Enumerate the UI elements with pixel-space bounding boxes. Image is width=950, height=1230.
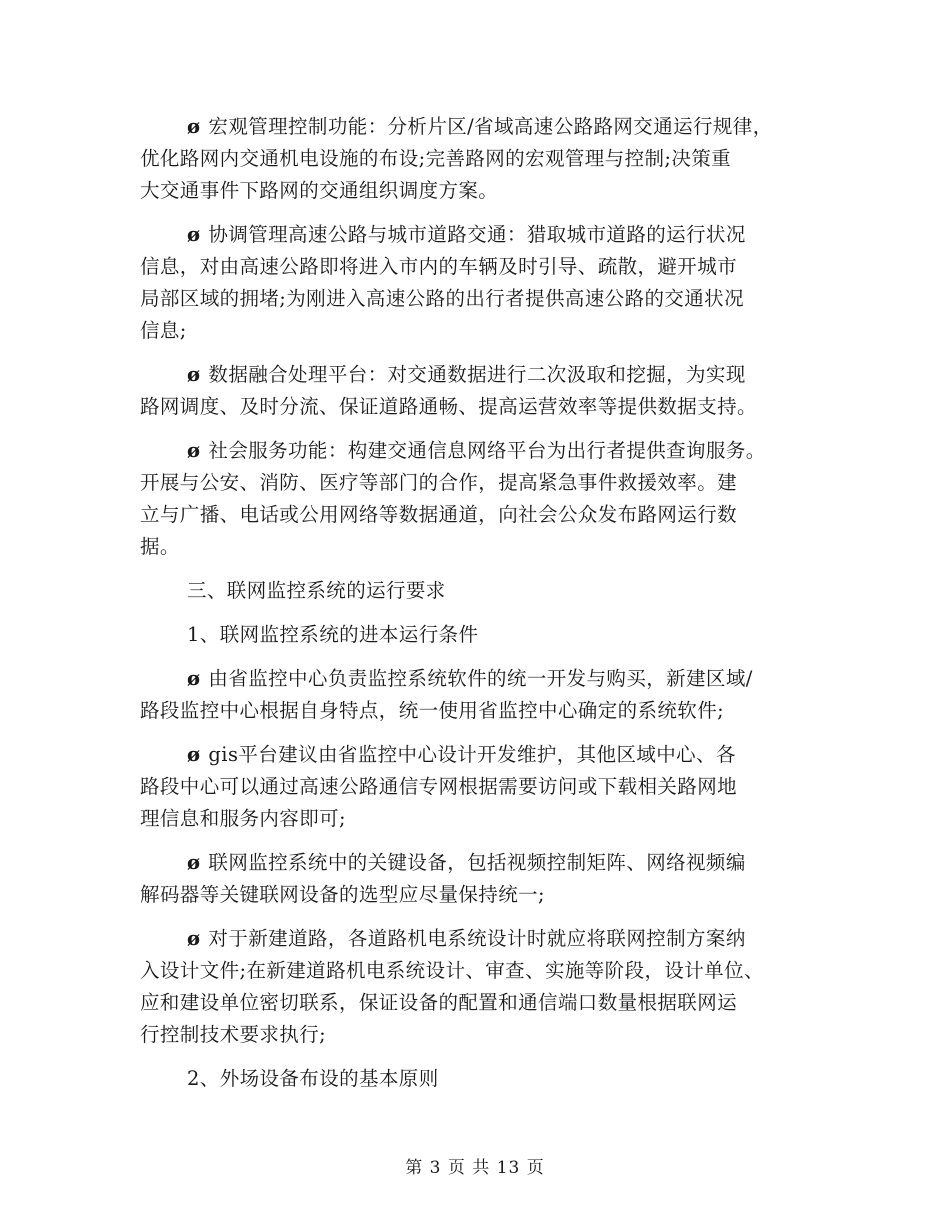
line-text: 联网监控系统中的关键设备，包括视频控制矩阵、网络视频编 [208, 851, 746, 874]
text-line [140, 695, 820, 727]
line-text: 2、外场设备布设的基本原则 [187, 1067, 439, 1090]
bullet-paragraph [140, 435, 820, 563]
text-line [140, 531, 820, 563]
line-text: 大交通事件下路网的交通组织调度方案。 [140, 179, 499, 202]
line-text: 路段中心可以通过高速公路通信专网根据需要访问或下载相关路网地 [140, 775, 738, 798]
text-line [140, 467, 820, 499]
bullet-paragraph [140, 219, 820, 347]
paragraph-spacing [140, 651, 820, 663]
line-text: 入设计文件;在新建道路机电系统设计、审查、实施等阶段，设计单位、 [140, 959, 764, 982]
bullet-paragraph [140, 663, 820, 727]
paragraph-spacing [140, 727, 820, 739]
line-text: 信息，对由高速公路即将进入市内的车辆及时引导、疏散，避开城市 [140, 255, 738, 278]
line-text: 立与广播、电话或公用网络等数据通道，向社会公众发布路网运行数 [140, 503, 738, 526]
line-text: 1、联网监控系统的进本运行条件 [187, 623, 479, 646]
text-line [140, 175, 820, 207]
line-text: 理信息和服务内容即可; [140, 807, 346, 830]
line-text: 据。 [140, 535, 180, 558]
text-line [140, 251, 820, 283]
line-text: 对于新建道路，各道路机电系统设计时就应将联网控制方案纳 [208, 927, 746, 950]
line-text: 行控制技术要求执行; [140, 1023, 327, 1046]
line-text: 解码器等关键联网设备的选型应尽量保持统一; [140, 883, 545, 906]
bullet-icon: ø [187, 363, 201, 386]
line-text: 三、联网监控系统的运行要求 [187, 579, 446, 602]
bullet-paragraph [140, 739, 820, 835]
heading-paragraph [140, 1063, 820, 1095]
bullet-icon: ø [187, 439, 201, 462]
line-text: 数据融合处理平台：对交通数据进行二次汲取和挖掘，为实现 [208, 363, 746, 386]
heading-paragraph [140, 619, 820, 651]
line-text: 优化路网内交通机电设施的布设;完善路网的宏观管理与控制;决策重 [140, 147, 732, 170]
bullet-icon: ø [187, 927, 201, 950]
text-line [140, 619, 820, 651]
text-line [140, 391, 820, 423]
bullet-icon: ø [187, 851, 201, 874]
paragraph-spacing [140, 1051, 820, 1063]
paragraph-spacing [140, 423, 820, 435]
text-line [140, 803, 820, 835]
bullet-paragraph [140, 111, 820, 207]
document-body [140, 111, 820, 1095]
paragraph-spacing [140, 563, 820, 575]
page-footer: 第 3 页 共 13 页 [405, 1158, 545, 1178]
line-text: 路网调度、及时分流、保证道路通畅、提高运营效率等提供数据支持。 [140, 395, 757, 418]
bullet-icon: ø [187, 223, 201, 246]
bullet-icon: ø [187, 667, 201, 690]
text-line [140, 955, 820, 987]
line-text: 协调管理高速公路与城市道路交通：猎取城市道路的运行状况 [208, 223, 746, 246]
line-text: 路段监控中心根据自身特点，统一使用省监控中心确定的系统软件; [140, 699, 725, 722]
paragraph-spacing [140, 207, 820, 219]
bullet-paragraph [140, 847, 820, 911]
line-text: 局部区域的拥堵;为刚进入高速公路的出行者提供高速公路的交通状况 [140, 287, 744, 310]
text-line [140, 283, 820, 315]
line-text: 应和建设单位密切联系，保证设备的配置和通信端口数量根据联网运 [140, 991, 738, 1014]
bullet-icon: ø [187, 115, 201, 138]
line-text: gis平台建议由省监控中心设计开发维护，其他区域中心、各 [208, 743, 736, 766]
text-line [140, 435, 820, 467]
line-text: 开展与公安、消防、医疗等部门的合作，提高紧急事件救援效率。建 [140, 471, 738, 494]
paragraph-spacing [140, 835, 820, 847]
bullet-paragraph [140, 359, 820, 423]
bullet-icon: ø [187, 743, 201, 766]
text-line [140, 219, 820, 251]
text-line [140, 771, 820, 803]
text-line [140, 499, 820, 531]
text-line [140, 663, 820, 695]
text-line [140, 847, 820, 879]
text-line [140, 879, 820, 911]
text-line [140, 987, 820, 1019]
text-line [140, 1063, 820, 1095]
text-line [140, 575, 820, 607]
text-line [140, 111, 820, 143]
text-line [140, 923, 820, 955]
paragraph-spacing [140, 347, 820, 359]
line-text: 信息; [140, 319, 187, 342]
text-line [140, 315, 820, 347]
text-line [140, 1019, 820, 1051]
line-text: 社会服务功能：构建交通信息网络平台为出行者提供查询服务。 [208, 439, 766, 462]
text-line [140, 143, 820, 175]
text-line [140, 359, 820, 391]
paragraph-spacing [140, 911, 820, 923]
text-line [140, 739, 820, 771]
paragraph-spacing [140, 607, 820, 619]
line-text: 宏观管理控制功能：分析片区/省域高速公路路网交通运行规律， [208, 115, 773, 138]
line-text: 由省监控中心负责监控系统软件的统一开发与购买，新建区域/ [208, 667, 753, 690]
heading-paragraph [140, 575, 820, 607]
bullet-paragraph [140, 923, 820, 1051]
